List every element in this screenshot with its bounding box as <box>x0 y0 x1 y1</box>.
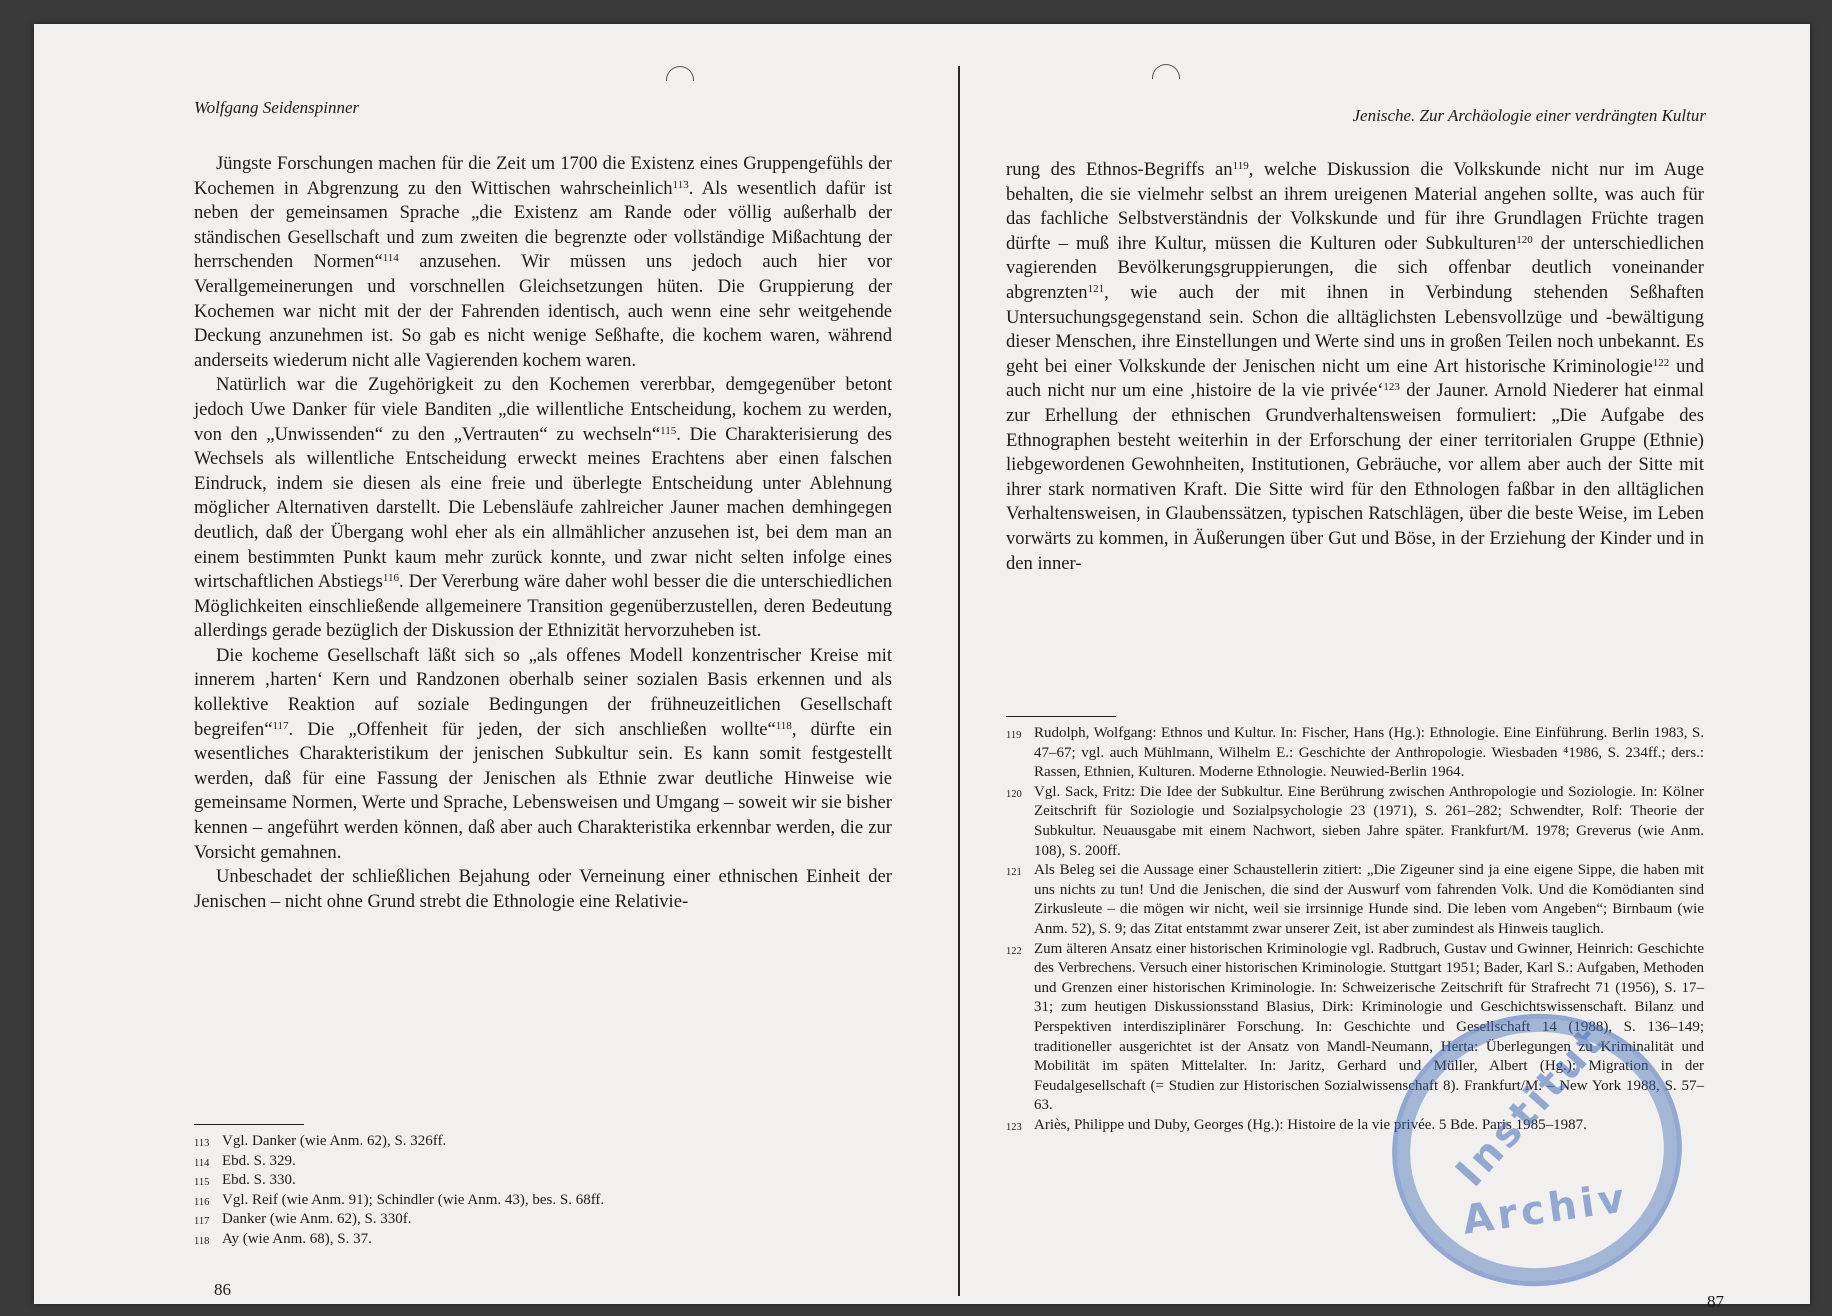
footnote <box>1006 861 1704 939</box>
footnote-ref: 117 <box>272 719 289 732</box>
right-footnotes <box>1006 724 1704 1135</box>
paragraph-text: , welche Diskussion die Volkskunde nicht nur im Auge behalten, die sie vielmehr selbst an ihrem ureigenen Material angehen sollte, was auch für das fachliche Selbstverständnis der Volkskunde und für ihre Grundlagen Früchte tragen dürfte – muß ihre Kultur, müssen die Kulturen oder Subkulturen <box>1006 159 1704 254</box>
page-number-right: 87 <box>1707 1292 1724 1311</box>
left-footnotes <box>194 1132 892 1250</box>
footnote-ref: 123 <box>1383 381 1400 394</box>
paragraph-text: der Jauner. Arnold Niederer hat einmal zur Erhellung der ethnischen Grundverhaltensweisen formuliert: „Die Aufgabe des Ethnographen besteht weiterhin in der Erforschung der einer territorialen Gruppe (Ethnie) liebgewordenen Gewohnheiten, Institutionen, Gebräuche, vor allem aber auch der Sitte mit ihrer stark normativen Kraft. Die Sitte wird für den Ethnologen faßbar in den alltäglichen Verhaltensweisen, in Glaubenssätzen, typischen Ratschlägen, über die beste Weise, im Leben vorwärts zu kommen, in Äußerungen über Gut und Böse, in der Erziehung der Kinder und in den inner- <box>1006 380 1704 574</box>
footnote-ref: 116 <box>382 572 400 585</box>
footnote-number: 115 <box>194 1177 210 1189</box>
footnote-text: Zum älteren Ansatz einer historischen Kriminologie vgl. Radbruch, Gustav und Gwinner, Heinrich: Geschichte des Verbrechens. Versuch einer historischen Kriminologie. Stuttgart 1951; Bader, Karl S.: Aufgaben, Methoden und Grenzen einer historischen Kriminologie. In: Schweizerische Zeitschrift für Strafrecht 71 (1956), S. 17–31; zum heutigen Diskussionsstand Blasius, Dirk: Kriminologie und Geschichtswissenschaft. Bilanz und Perspektiven interdisziplinärer Forschung. In: Geschichte und Gesellschaft 14 (1988), S. 136–149; traditioneller ausgerichtet ist der Ansatz von Mandl-Neumann, Herta: Überlegungen zu Kriminalität und Mobilität im späten Mittelalter. In: Jaritz, Gerhard und Müller, Albert (Hg.): Migration in der Feudalgesellschaft (= Studien zur Historischen Sozialwissenschaft 8). Frankfurt/M. – New York 1988, S. 57–63. <box>1034 940 1704 1114</box>
footnote-rule <box>194 1124 304 1125</box>
footnote-text: Als Beleg sei die Aussage einer Schaustellerin zitiert: „Die Zigeuner sind ja eine eigene Sippe, die haben mit uns nichts zu tun! Und die Jenischen, die sind der Auswurf vom fahrenden Volk. Und die Komödianten sind Zirkusleute – die mögen wir nicht, weil sie irrsinnige Hunde sind. Die leben vom Angeben“; Birnbaum (wie Anm. 52), S. 9; das Zitat entstammt zwar unserer Zeit, ist aber zumindest als Hinweis tauglich. <box>1034 862 1704 937</box>
footnote-number: 120 <box>1006 788 1022 800</box>
paragraph-text: . Die „Offenheit für jeden, der sich anschließen wollte“ <box>288 718 776 740</box>
running-head-title: Jenische. Zur Archäologie einer verdrängten Kultur <box>1352 106 1706 125</box>
footnote <box>194 1191 892 1211</box>
footnote-ref: 122 <box>1652 356 1670 369</box>
right-body-text <box>1006 158 1704 576</box>
punch-hole-mark-left <box>666 66 694 81</box>
paragraph-text: anzusehen. Wir müssen uns jedoch auch hier vor Verallgemeinerungen und vorschnellen Gleichsetzungen hüten. Die Gruppierung der Kochemen war nicht mit der der Fahrenden identisch, auch wenn eine sehr weitgehende Deckung anzunehmen ist. So gab es nicht wenige Seßhafte, die kochem waren, während anderseits wiederum nicht alle Vagierenden kochem waren. <box>194 251 892 371</box>
footnote <box>1006 1116 1704 1136</box>
footnote-number: 122 <box>1006 945 1022 957</box>
footnote <box>194 1171 892 1191</box>
paragraph <box>194 644 892 865</box>
footnote <box>194 1230 892 1250</box>
footnote-text: Rudolph, Wolfgang: Ethnos und Kultur. In: Fischer, Hans (Hg.): Ethnologie. Eine Einführung. Berlin 1983, S. 47–67; vgl. auch Mühlmann, Wilhelm E.: Geschichte der Anthropologie. Wiesbaden ⁴1986, S. 234ff.; ders.: Rassen, Ethnien, Kulturen. Moderne Ethnologie. Neuwied-Berlin 1964. <box>1034 725 1704 781</box>
footnote-text: Vgl. Danker (wie Anm. 62), S. 326ff. <box>222 1133 447 1149</box>
footnote-rule <box>1006 716 1116 717</box>
footnote-number: 116 <box>194 1196 210 1208</box>
paragraph-text: der unterschiedlichen vagierenden Bevölkerungsgruppierungen, die sich offenbar deutlich voneinander abgrenzten <box>1006 232 1704 303</box>
paragraph-text: und auch nicht nur um eine ‚histoire de la vie privée‘ <box>1006 355 1705 402</box>
footnote-ref: 114 <box>382 252 399 265</box>
footnote-number: 114 <box>194 1157 210 1169</box>
paragraph-text: Jüngste Forschungen machen für die Zeit um 1700 die Existenz eines Gruppengefühls der Kochemen in Abgrenzung zu den Wittischen wahrscheinlich <box>194 153 892 199</box>
footnote <box>194 1132 892 1152</box>
paragraph <box>194 152 892 373</box>
footnote-number: 118 <box>194 1235 210 1247</box>
footnote-number: 123 <box>1006 1121 1022 1133</box>
page-gutter <box>958 66 960 1296</box>
footnote-text: Danker (wie Anm. 62), S. 330f. <box>222 1211 412 1228</box>
footnote-ref: 121 <box>1087 282 1105 295</box>
paragraph-text: Die kocheme Gesellschaft läßt sich so „als offenes Modell konzentrischer Kreise mit innerem ‚harten‘ Kern und Randzonen oberhalb seiner sozialen Basis erkennen und als kollektive Reaktion auf soziale Bedingungen der frühneuzeitlichen Gesellschaft begreifen“ <box>194 644 892 740</box>
stamp-text-bottom: Archiv <box>1459 1175 1632 1244</box>
footnote <box>194 1152 892 1172</box>
footnote-text: Ay (wie Anm. 68), S. 37. <box>222 1230 372 1247</box>
paragraph-text: , wie auch der mit ihnen in Verbindung stehenden Seßhaften Untersuchungsgegenstand sein. Schon die alltäglichsten Lebensvollzüge und -bewältigung dieser Menschen, ihre Einstellungen und Werte sind uns in großen Teilen noch unbekannt. Es geht bei einer Volkskunde der Jenischen nicht um eine Art historische Kriminologie <box>1006 281 1704 377</box>
paragraph-text: Unbeschadet der schließlichen Bejahung oder Verneinung einer ethnischen Einheit der Jenischen – nicht ohne Grund strebt die Ethnologie eine Relativie- <box>194 866 892 912</box>
footnote-ref: 118 <box>775 719 792 732</box>
footnote-text: Ebd. S. 329. <box>222 1152 296 1169</box>
paragraph-text: . Als wesentlich dafür ist neben der gemeinsamen Sprache „die Existenz am Rande oder völlig außerhalb der ständischen Gesellschaft und zum zweiten die begrenzte oder vollständige Mißachtung der herrschenden Normen“ <box>194 177 892 273</box>
footnote-ref: 120 <box>1516 233 1533 246</box>
punch-hole-mark-right <box>1152 64 1180 79</box>
running-head-author: Wolfgang Seidenspinner <box>194 98 360 117</box>
footnote-ref: 115 <box>660 424 677 437</box>
paragraph-text: . Der Vererbung wäre daher wohl besser die die unterschiedlichen Möglichkeiten einschließende allgemeinere Transition gegenüberzustellen, deren Bedeutung allerdings gerade bezüglich der Diskussion der Ethnizität hervorzuheben ist. <box>194 571 892 642</box>
left-body-text <box>194 152 892 914</box>
paragraph-text: , dürfte ein wesentliches Charakteristikum der jenischen Subkultur sein. Es kann somit festgestellt werden, daß für eine Fassung der Jenischen als Ethnie zwar deutliche Hinweise wie gemeinsame Normen, Werte und Sprache, Lebensweisen und Umgang – soweit wir sie bisher kennen – angeführt werden können, daß aber auch Charakteristika erkennbar werden, die zur Vorsicht gemahnen. <box>194 718 893 863</box>
paragraph-text: Natürlich war die Zugehörigkeit zu den Kochemen vererbbar, demgegenüber betont jedoch Uwe Danker für viele Banditen „die willentliche Entscheidung, kochem zu werden, von den „Unwissenden“ zu den „Vertrauten“ zu wechseln“ <box>194 374 892 445</box>
paragraph-text: . Die Charakterisierung des Wechsels als willentliche Entscheidung erweckt meines Erachtens aber einen falschen Eindruck, indem sie diesen als eine freie und überlegte Entscheidung unter Ablehnung möglicher Alternativen darstellt. Die Lebensläufe zahlreicher Jauner machen demhingegen deutlich, daß der Übergang wohl eher als ein allmählicher anzusehen ist, bei dem man an einem bestimmten Punkt kaum mehr zurück konnte, und zwar nicht selten infolge eines wirtschaftlichen Abstiegs <box>194 423 892 593</box>
footnote <box>194 1210 892 1230</box>
paragraph-text: rung des Ethnos-Begriffs an <box>1006 159 1233 180</box>
paragraph <box>194 373 892 644</box>
page-number-left: 86 <box>214 1280 231 1299</box>
footnote <box>1006 783 1704 861</box>
footnote-number: 119 <box>1006 730 1022 741</box>
footnote-ref: 119 <box>1232 160 1249 172</box>
footnote-text: Ariès, Philippe und Duby, Georges (Hg.): Histoire de la vie privée. 5 Bde. Paris 1985–1987. <box>1034 1116 1587 1133</box>
stamp-text-top: Institut <box>1447 1017 1615 1196</box>
footnote-text: Ebd. S. 330. <box>222 1172 296 1189</box>
footnote-number: 117 <box>194 1216 210 1228</box>
footnote-ref: 113 <box>672 178 689 191</box>
paragraph <box>194 865 892 914</box>
footnote <box>1006 940 1704 1116</box>
paragraph <box>1006 158 1704 576</box>
book-spread <box>34 24 1810 1311</box>
footnote <box>1006 724 1704 783</box>
footnote-number: 121 <box>1006 867 1022 879</box>
footnote-text: Vgl. Reif (wie Anm. 91); Schindler (wie Anm. 43), bes. S. 68ff. <box>222 1191 605 1208</box>
footnote-text: Vgl. Sack, Fritz: Die Idee der Subkultur. Eine Berührung zwischen Anthropologie und Soziologie. In: Kölner Zeitschrift für Soziologie und Sozialpsychologie 23 (1971), S. 261–282; Schwendter, Rolf: Theorie der Subkultur. Neuausgabe mit einem Nachwort, sieben Jahre später. Frankfurt/M. 1978; Greverus (wie Anm. 108), S. 200ff. <box>1034 783 1704 859</box>
footnote-number: 113 <box>194 1138 210 1149</box>
